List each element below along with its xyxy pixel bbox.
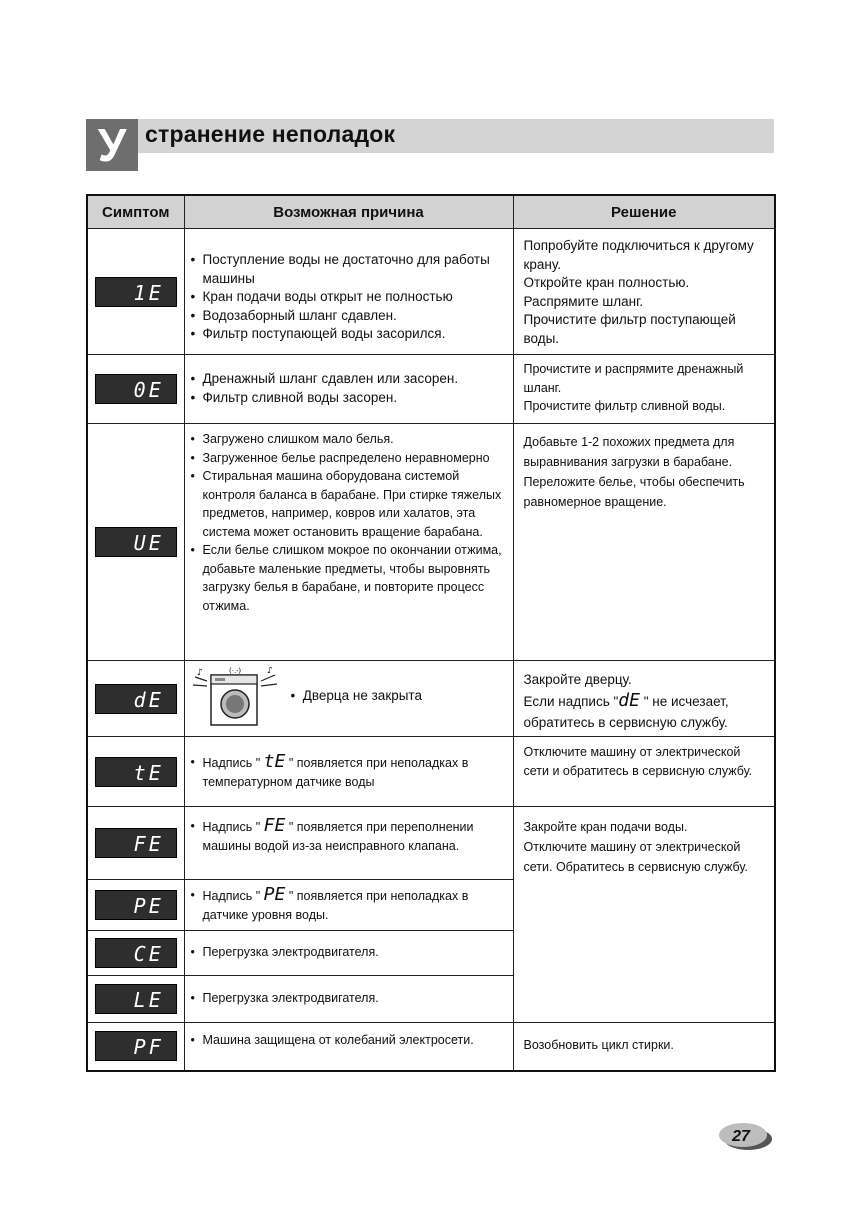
solution-line: Отключите машину от электрической сети и обратитесь в сервисную службу. [523,745,753,778]
cause-item: • Надпись " tE " появляется при неполадках в температурном датчике воды [185,753,507,791]
cause-item: • Дренажный шланг сдавлен или засорен. [185,370,507,389]
solution-line: Распрямите шланг. [523,293,644,309]
symptom-cell [87,424,184,661]
solution-cell [513,424,775,661]
symptom-cell [87,976,184,1023]
cause-item: • Стиральная машина оборудована системой контроля баланса в барабане. При стирке тяжелых предметов, например, ковров или халатов, эта система может остановить вращение барабана. [185,467,507,541]
cause-item: • Машина защищена от колебаний электросети. [185,1031,507,1050]
page-number: 27 [732,1128,750,1145]
solution-line: Возобновить цикл стирки. [523,1038,674,1052]
table-row [87,737,775,807]
cause-item: • Кран подачи воды открыт не полностью [185,288,507,307]
lcd-code: tE [95,757,177,787]
inline-code: FE [263,815,286,836]
cause-cell [184,931,513,976]
cause-cell [184,229,513,355]
lcd-code: 0E [95,374,177,404]
solution-cell [513,661,775,737]
table-row [87,807,775,880]
lcd-code: PE [95,890,177,920]
cause-cell [184,880,513,931]
lcd-code: 1E [95,277,177,307]
symptom-cell [87,880,184,931]
cause-item: • Фильтр сливной воды засорен. [185,389,507,408]
solution-line: Откройте кран полностью. [523,275,690,290]
table-header-row [87,195,775,229]
page-title: странение неполадок [145,121,396,147]
cause-item: • Перегрузка электродвигателя. [185,989,507,1008]
cause-item: • Загруженное белье распределено неравномерно [185,449,507,468]
cause-cell [184,661,513,737]
table-row [87,424,775,661]
inline-code: PE [263,884,286,905]
solution-cell [513,229,775,355]
symptom-cell [87,229,184,355]
cause-cell [184,1023,513,1071]
solution-line: Прочистите и распрямите дренажный шланг. [523,362,744,395]
solution-line: Если надпись "dE " не исчезает, обратитесь в сервисную службу. [523,690,729,730]
cause-item: • Если белье слишком мокрое по окончании отжима, добавьте маленькие предметы, чтобы выровнять загрузку белья в барабане, и повторите процесс отжима. [185,541,507,615]
table-row [87,355,775,424]
header-initial-letter: У [86,119,138,171]
cause-item: • Поступление воды не достаточно для работы машины [185,251,507,288]
symptom-cell [87,1023,184,1071]
lcd-code: UE [95,527,177,557]
cause-cell [184,976,513,1023]
column-header-cause: Возможная причина [184,195,513,229]
solution-line: Добавьте 1-2 похожих предмета для выравнивания загрузки в барабане. [523,435,735,469]
solution-cell [513,355,775,424]
table-row [87,1023,775,1071]
cause-item: • Надпись " PE " появляется при неполадках в датчике уровня воды. [185,886,507,924]
solution-line: Отключите машину от электрической сети. Обратитесь в сервисную службу. [523,840,748,874]
table-row [87,229,775,355]
cause-item: • Загружено слишком мало белья. [185,430,507,449]
lcd-code: PF [95,1031,177,1061]
symptom-cell [87,355,184,424]
solution-cell [513,1023,775,1071]
cause-cell [184,424,513,661]
page-number-badge [716,1121,774,1151]
solution-line: Закройте дверцу. [523,672,632,687]
symptom-cell [87,931,184,976]
svg-text:(·.·): (·.·) [228,667,241,675]
symptom-cell [87,737,184,807]
symptom-cell [87,661,184,737]
column-header-symptom: Симптом [87,195,184,229]
cause-item: • Водозаборный шланг сдавлен. [185,307,507,326]
cause-item: • Фильтр поступающей воды засорился. [185,325,507,344]
washing-machine-icon [191,667,279,729]
door-cause [185,661,513,729]
cause-item: • Надпись " FE " появляется при переполнении машины водой из-за неисправного клапана. [185,817,507,855]
table-row [87,661,775,737]
cause-cell [184,807,513,880]
cause-item: • Перегрузка электродвигателя. [185,943,507,962]
inline-code: dE [618,690,640,711]
lcd-code: CE [95,938,177,968]
troubleshooting-table [86,194,776,1072]
column-header-solution: Решение [513,195,775,229]
cause-cell [184,737,513,807]
lcd-code: LE [95,984,177,1014]
solution-line: Закройте кран подачи воды. [523,820,688,834]
solution-line: Прочистите фильтр сливной воды. [523,399,726,413]
solution-cell [513,737,775,807]
svg-text:♪: ♪ [266,667,273,676]
inline-code: tE [263,751,286,772]
solution-line: Прочистите фильтр поступающей воды. [523,312,736,346]
cause-cell [184,355,513,424]
lcd-code: FE [95,828,177,858]
solution-line: Переложите белье, чтобы обеспечить равномерное вращение. [523,475,745,509]
solution-cell [513,807,775,1023]
lcd-code: dE [95,684,177,714]
symptom-cell [87,807,184,880]
solution-line: Попробуйте подключиться к другому крану. [523,238,754,272]
svg-text:♪: ♪ [196,668,203,678]
cause-item: • Дверца не закрыта [290,687,422,703]
